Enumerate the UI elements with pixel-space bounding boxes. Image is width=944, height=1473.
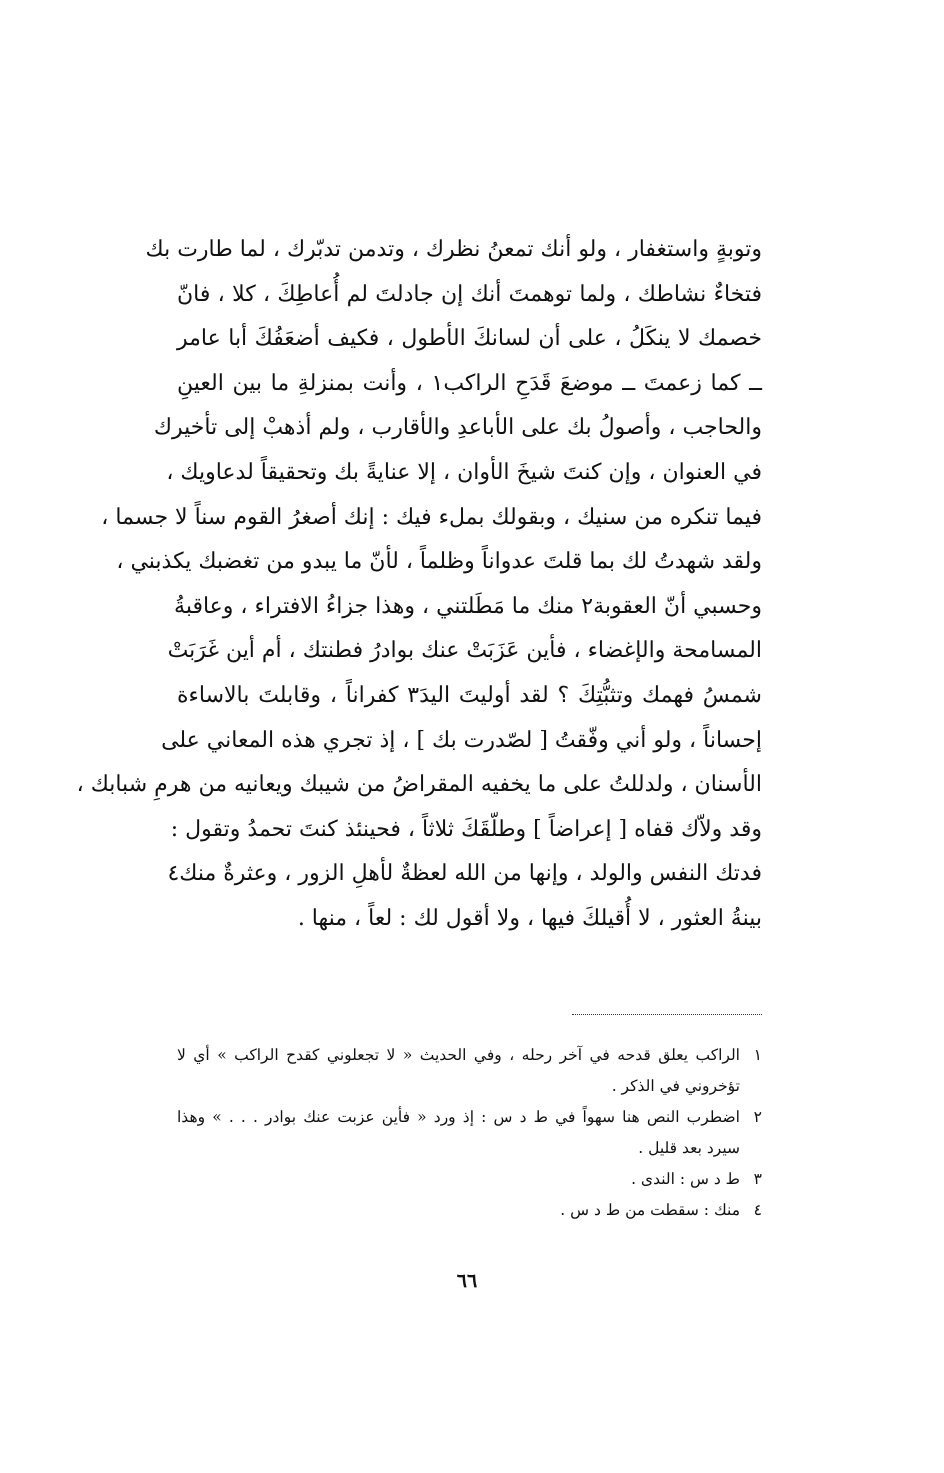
- footnote-number: ١: [753, 1046, 762, 1064]
- body-line-6: في العنوان ، وإن كنتَ شيخَ الأوان ، إلا عنايةً بك وتحقيقاً لدعاويك ،: [166, 459, 762, 485]
- footnote-4: [177, 1195, 762, 1226]
- body-line-11: شمسُ فهمك وتثبُّتِكَ ؟ لقد أوليتَ اليدَ٣ كفراناً ، وقابلتَ بالاساءة: [177, 682, 762, 708]
- body-line-13: الأسنان ، ولدللتُ على ما يخفيه المقراضُ من شيبك ويعانيه من هرمِ شبابك ،: [76, 772, 762, 798]
- body-line-12: إحساناً ، ولو أني وفّقتُ [ لصّدرت بك ] ، إذ تجري هذه المعاني على: [161, 727, 762, 753]
- body-line-5: والحاجب ، وأصولُ بك على الأباعدِ والأقارب ، ولم أذهبْ إلى تأخيرك: [153, 415, 762, 441]
- footnote-text: سيرد بعد قليل .: [638, 1139, 740, 1157]
- body-line-2: فتخاءٌ نشاطك ، ولما توهمتَ أنك إن جادلتَ لم أُعاطِكَ ، كلا ، فانّ: [177, 281, 762, 307]
- footnote-1: [177, 1040, 762, 1102]
- footnote-text: الراكب يعلق قدحه في آخر رحله ، وفي الحديث « لا تجعلوني كقدح الراكب » أي لا: [177, 1046, 740, 1064]
- footnote-text: اضطرب النص هنا سهواً في ط د س : إذ ورد « فأين عزبت عنك بوادر . . . » وهذا: [177, 1108, 740, 1126]
- body-line-9: وحسبي أنّ العقوبة٢ منك ما مَطَلتني ، وهذا جزاءُ الافتراء ، وعاقبةُ: [174, 593, 762, 619]
- footnote-text: ط د س : الندى .: [631, 1170, 740, 1188]
- footnote-separator: [572, 1014, 762, 1015]
- body-line-10: المسامحة والإغضاء ، فأين عَزَبَتْ عنك بوادرُ فطنتك ، أم أين غَرَبَتْ: [167, 638, 762, 664]
- body-line-4: ــ كما زعمتَ ــ موضعَ قَدَحِ الراكب١ ، وأنت بمنزلةِ ما بين العينِ: [177, 370, 762, 396]
- page-number: ٦٦: [456, 1270, 478, 1292]
- body-line-15: فدتك النفس والولد ، وإنها من الله لعظةٌ لأهلِ الزور ، وعثرةٌ منك٤: [167, 861, 762, 887]
- footnote-text: منك : سقطت من ط د س .: [560, 1201, 740, 1219]
- body-line-1: وتوبةٍ واستغفار ، ولو أنك تمعنُ نظرك ، وتدمن تدبّرك ، لما طارت بك: [145, 237, 762, 262]
- footnote-2: [177, 1102, 762, 1164]
- footnote-number: ٢: [753, 1108, 762, 1126]
- body-line-7: فيما تنكره من سنيك ، وبقولك بملء فيك : إنك أصغرُ القوم سناً لا جسما ،: [101, 504, 762, 530]
- body-line-16: بينةُ العثور ، لا أُقيلكَ فيها ، ولا أقول لك : لعاً ، منها .: [297, 905, 762, 931]
- body-line-8: ولقد شهدتُ لك بما قلتَ عدواناً وظلماً ، لأنّ ما يبدو من تغضبك يكذبني ،: [116, 549, 762, 575]
- footnote-number: ٤: [753, 1201, 762, 1219]
- footnote-3: [177, 1164, 762, 1195]
- body-text: [76, 228, 762, 942]
- body-line-3: خصمك لا ينكَلُ ، على أن لسانكَ الأطول ، فكيف أضعَفُكَ أبا عامر: [177, 326, 762, 352]
- footnotes: [177, 1040, 762, 1226]
- body-line-14: وقد ولاّك قفاه [ إعراضاً ] وطلّقَكَ ثلاثاً ، فحينئذ كنتَ تحمدُ وتقول :: [170, 816, 762, 842]
- footnote-number: ٣: [753, 1170, 762, 1188]
- footnote-text: تؤخروني في الذكر .: [611, 1077, 740, 1095]
